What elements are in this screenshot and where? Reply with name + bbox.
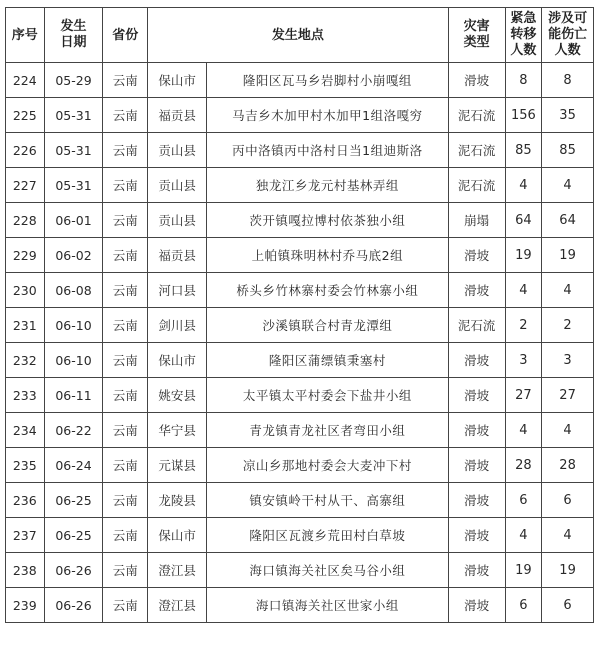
cell-no: 234 [6, 413, 45, 448]
cell-province: 云南 [103, 553, 148, 588]
cell-type: 滑坡 [448, 448, 505, 483]
table-row [6, 98, 594, 133]
cell-county: 贡山县 [148, 203, 207, 238]
cell-casualties: 85 [542, 133, 594, 168]
cell-date: 06-10 [44, 308, 103, 343]
cell-province: 云南 [103, 413, 148, 448]
cell-place: 隆阳区瓦马乡岩脚村小崩嘎组 [207, 63, 449, 98]
table-row [6, 553, 594, 588]
cell-relocated: 6 [505, 588, 542, 623]
cell-relocated: 4 [505, 273, 542, 308]
cell-relocated: 85 [505, 133, 542, 168]
cell-province: 云南 [103, 168, 148, 203]
cell-date: 06-22 [44, 413, 103, 448]
header-type [448, 8, 505, 63]
cell-date: 06-02 [44, 238, 103, 273]
table-row [6, 588, 594, 623]
cell-relocated: 27 [505, 378, 542, 413]
cell-type: 泥石流 [448, 133, 505, 168]
cell-type: 滑坡 [448, 483, 505, 518]
cell-type: 滑坡 [448, 518, 505, 553]
cell-casualties: 4 [542, 413, 594, 448]
cell-place: 茨开镇嘎拉博村依茶独小组 [207, 203, 449, 238]
cell-place: 上帕镇珠明林村乔马底2组 [207, 238, 449, 273]
cell-relocated: 2 [505, 308, 542, 343]
cell-county: 剑川县 [148, 308, 207, 343]
cell-place: 丙中洛镇丙中洛村日当1组迪斯洛 [207, 133, 449, 168]
cell-county: 保山市 [148, 343, 207, 378]
cell-county: 华宁县 [148, 413, 207, 448]
cell-casualties: 6 [542, 483, 594, 518]
table-row [6, 168, 594, 203]
cell-type: 滑坡 [448, 588, 505, 623]
cell-date: 06-11 [44, 378, 103, 413]
cell-relocated: 4 [505, 518, 542, 553]
cell-county: 龙陵县 [148, 483, 207, 518]
table-row [6, 63, 594, 98]
cell-place: 海口镇海关社区矣马谷小组 [207, 553, 449, 588]
cell-no: 237 [6, 518, 45, 553]
cell-place: 马吉乡木加甲村木加甲1组洛嘎穷 [207, 98, 449, 133]
cell-county: 河口县 [148, 273, 207, 308]
cell-date: 06-26 [44, 553, 103, 588]
cell-relocated: 28 [505, 448, 542, 483]
cell-place: 独龙江乡龙元村基林弄组 [207, 168, 449, 203]
cell-no: 235 [6, 448, 45, 483]
cell-province: 云南 [103, 98, 148, 133]
cell-relocated: 156 [505, 98, 542, 133]
cell-county: 保山市 [148, 518, 207, 553]
cell-no: 231 [6, 308, 45, 343]
cell-type: 滑坡 [448, 378, 505, 413]
cell-county: 贡山县 [148, 168, 207, 203]
cell-no: 238 [6, 553, 45, 588]
cell-province: 云南 [103, 378, 148, 413]
cell-casualties: 28 [542, 448, 594, 483]
table-row [6, 238, 594, 273]
cell-county: 福贡县 [148, 98, 207, 133]
cell-casualties: 6 [542, 588, 594, 623]
cell-no: 225 [6, 98, 45, 133]
cell-province: 云南 [103, 238, 148, 273]
header-casualties-text: 涉及可能伤亡人数 [548, 11, 588, 58]
header-location: 发生地点 [148, 8, 449, 63]
header-province: 省份 [103, 8, 148, 63]
cell-relocated: 19 [505, 553, 542, 588]
cell-no: 229 [6, 238, 45, 273]
cell-province: 云南 [103, 133, 148, 168]
table-row [6, 273, 594, 308]
cell-type: 滑坡 [448, 238, 505, 273]
header-no: 序号 [6, 8, 45, 63]
cell-no: 232 [6, 343, 45, 378]
cell-relocated: 19 [505, 238, 542, 273]
cell-relocated: 4 [505, 413, 542, 448]
table-row [6, 518, 594, 553]
cell-no: 228 [6, 203, 45, 238]
cell-date: 06-26 [44, 588, 103, 623]
cell-casualties: 4 [542, 518, 594, 553]
header-date [44, 8, 103, 63]
cell-place: 凉山乡那地村委会大麦冲下村 [207, 448, 449, 483]
cell-date: 05-29 [44, 63, 103, 98]
cell-place: 沙溪镇联合村青龙潭组 [207, 308, 449, 343]
cell-date: 06-24 [44, 448, 103, 483]
cell-place: 镇安镇岭干村从干、高寨组 [207, 483, 449, 518]
cell-relocated: 4 [505, 168, 542, 203]
cell-no: 226 [6, 133, 45, 168]
table-row [6, 413, 594, 448]
header-date-text: 发生日期 [60, 19, 87, 50]
cell-date: 06-25 [44, 483, 103, 518]
cell-county: 贡山县 [148, 133, 207, 168]
header-type-text: 灾害类型 [463, 19, 490, 50]
cell-county: 福贡县 [148, 238, 207, 273]
header-row [6, 8, 594, 63]
cell-casualties: 3 [542, 343, 594, 378]
cell-casualties: 4 [542, 168, 594, 203]
cell-type: 滑坡 [448, 63, 505, 98]
header-relocated-text: 紧急转移人数 [510, 11, 537, 58]
cell-province: 云南 [103, 483, 148, 518]
cell-date: 06-10 [44, 343, 103, 378]
cell-date: 05-31 [44, 98, 103, 133]
cell-county: 保山市 [148, 63, 207, 98]
cell-date: 06-08 [44, 273, 103, 308]
cell-relocated: 6 [505, 483, 542, 518]
cell-no: 224 [6, 63, 45, 98]
cell-casualties: 19 [542, 553, 594, 588]
cell-no: 236 [6, 483, 45, 518]
cell-relocated: 8 [505, 63, 542, 98]
cell-province: 云南 [103, 343, 148, 378]
table-row [6, 308, 594, 343]
cell-province: 云南 [103, 273, 148, 308]
cell-county: 澄江县 [148, 553, 207, 588]
cell-casualties: 35 [542, 98, 594, 133]
cell-province: 云南 [103, 448, 148, 483]
table-row [6, 448, 594, 483]
cell-no: 227 [6, 168, 45, 203]
cell-place: 隆阳区瓦渡乡荒田村白草坡 [207, 518, 449, 553]
cell-date: 05-31 [44, 133, 103, 168]
cell-no: 239 [6, 588, 45, 623]
cell-date: 05-31 [44, 168, 103, 203]
cell-county: 姚安县 [148, 378, 207, 413]
cell-casualties: 19 [542, 238, 594, 273]
cell-province: 云南 [103, 308, 148, 343]
disaster-table [5, 7, 594, 623]
cell-casualties: 8 [542, 63, 594, 98]
cell-place: 青龙镇青龙社区者弯田小组 [207, 413, 449, 448]
table-row [6, 203, 594, 238]
cell-place: 海口镇海关社区世家小组 [207, 588, 449, 623]
cell-type: 滑坡 [448, 553, 505, 588]
cell-no: 230 [6, 273, 45, 308]
cell-no: 233 [6, 378, 45, 413]
cell-date: 06-25 [44, 518, 103, 553]
cell-county: 澄江县 [148, 588, 207, 623]
cell-type: 泥石流 [448, 308, 505, 343]
table-row [6, 133, 594, 168]
cell-type: 滑坡 [448, 343, 505, 378]
cell-relocated: 3 [505, 343, 542, 378]
cell-type: 滑坡 [448, 273, 505, 308]
cell-casualties: 27 [542, 378, 594, 413]
cell-type: 滑坡 [448, 413, 505, 448]
cell-place: 隆阳区蒲缥镇秉塞村 [207, 343, 449, 378]
table-row [6, 343, 594, 378]
cell-province: 云南 [103, 588, 148, 623]
cell-place: 太平镇太平村委会下盐井小组 [207, 378, 449, 413]
cell-province: 云南 [103, 518, 148, 553]
cell-date: 06-01 [44, 203, 103, 238]
header-relocated [505, 8, 542, 63]
cell-casualties: 64 [542, 203, 594, 238]
cell-place: 桥头乡竹林寨村委会竹林寨小组 [207, 273, 449, 308]
header-casualties [542, 8, 594, 63]
cell-type: 泥石流 [448, 98, 505, 133]
cell-casualties: 4 [542, 273, 594, 308]
cell-casualties: 2 [542, 308, 594, 343]
table-row [6, 378, 594, 413]
cell-county: 元谋县 [148, 448, 207, 483]
cell-province: 云南 [103, 203, 148, 238]
cell-type: 泥石流 [448, 168, 505, 203]
table-row [6, 483, 594, 518]
table-body [6, 63, 594, 623]
cell-province: 云南 [103, 63, 148, 98]
cell-relocated: 64 [505, 203, 542, 238]
cell-type: 崩塌 [448, 203, 505, 238]
